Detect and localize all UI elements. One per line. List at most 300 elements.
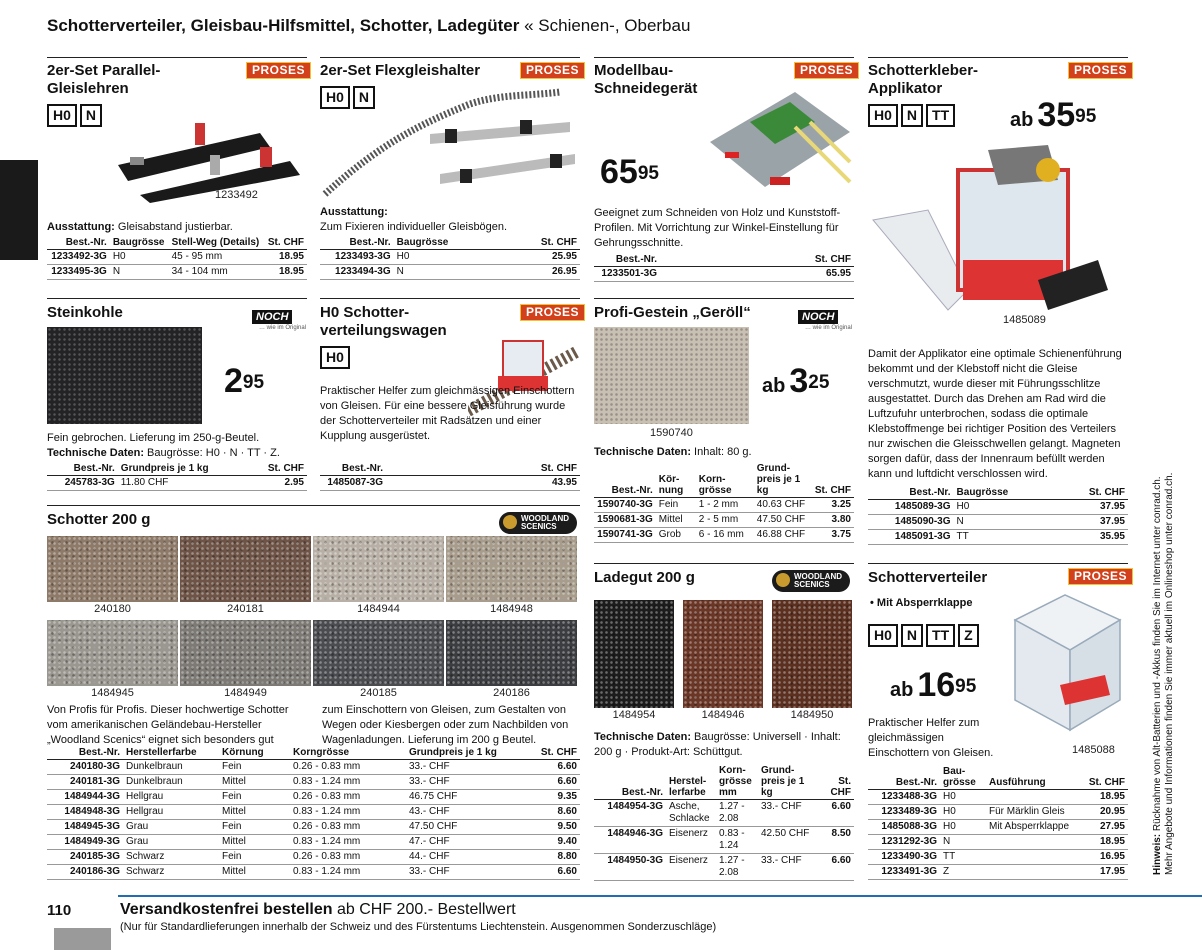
col-header: Bau-grösse — [940, 765, 986, 790]
p5-title: Steinkohle — [47, 304, 123, 321]
col-header: St. CHF — [1081, 765, 1128, 790]
cell: 1485089-3G — [868, 500, 954, 515]
cell: 47.- CHF — [406, 835, 526, 850]
price-main: 16 — [917, 666, 956, 704]
cell: 6.60 — [814, 800, 854, 827]
p1-title: 2er-Set Parallel-Gleislehren — [47, 62, 161, 97]
cell: 1233495-3G — [47, 265, 110, 280]
p5-desc — [47, 431, 307, 461]
table-row — [320, 250, 580, 265]
p10-table — [868, 765, 1128, 880]
swatch-art-number: 1484948 — [490, 603, 533, 615]
cell: 33.- CHF — [406, 775, 526, 790]
p4-title: Schotterkleber-Applikator — [868, 62, 979, 97]
col-header: Best.-Nr. — [868, 486, 954, 500]
cell: 46.75 CHF — [406, 790, 526, 805]
schneidegeraet-photo — [700, 82, 855, 202]
cell: 6 - 16 mm — [696, 528, 754, 543]
table-row — [868, 850, 1128, 865]
cell: 0.26 - 0.83 mm — [290, 790, 406, 805]
gauge-badge: N — [901, 624, 923, 647]
col-header: Best.-Nr. — [594, 764, 666, 800]
side-hint-text: Rücknahme von Alt-Batterien und -Akkus finden Sie im Internet unter conrad.ch. — [1152, 476, 1163, 834]
price-cents: 25 — [808, 372, 830, 393]
cell: H0 — [954, 500, 1070, 515]
cell: Grob — [656, 528, 696, 543]
p10-price — [890, 668, 976, 707]
noch-wordmark: NOCH — [798, 310, 838, 324]
price-cents: 95 — [955, 676, 977, 697]
p8-desc-left: Von Profis für Profis. Dieser hochwertige Schotter vom amerikanischen Geländebau-Hersteller „Woodland Scenics“ eignet sich besonders gut — [47, 704, 289, 746]
p6-gauges — [320, 346, 350, 369]
col-header: Best.-Nr. — [868, 765, 940, 790]
cell: 0.26 - 0.83 mm — [290, 760, 406, 775]
material-swatch — [683, 600, 763, 708]
shipping-note: (Nur für Standardlieferungen innerhalb der Schweiz und des Fürstentums Liechtenstein. Ausgenommen Sonderzuschläge) — [120, 921, 717, 933]
p3-price — [600, 155, 659, 189]
panel-flexgleishalter — [320, 57, 580, 58]
cell: 1.27 - 2.08 — [716, 800, 758, 827]
proses-logo: PROSES — [520, 304, 585, 321]
p3-title: Modellbau-Schneidegerät — [594, 62, 698, 97]
p7-art: 1590740 — [650, 427, 693, 439]
gauge-badge: N — [901, 104, 923, 127]
cell: Hellgrau — [123, 790, 219, 805]
cell — [986, 790, 1081, 805]
price-main: 35 — [1037, 96, 1076, 134]
cell: 65.95 — [660, 267, 854, 282]
cell: 240186-3G — [47, 865, 123, 880]
col-header: Grundpreis je 1 kg — [118, 462, 254, 476]
cell: Mittel — [219, 865, 290, 880]
steinkohle-swatch — [47, 327, 202, 424]
cell: 3.80 — [812, 513, 854, 528]
cell: 45 - 95 mm — [169, 250, 264, 265]
p7-desc-label: Technische Daten: — [594, 446, 691, 458]
cell: 0.83 - 1.24 mm — [290, 805, 406, 820]
swatch-art-number: 240185 — [360, 687, 397, 699]
cell: 3.25 — [812, 498, 854, 513]
cell: 6.60 — [526, 775, 580, 790]
panel-schotterkleber — [868, 57, 1128, 58]
cell: 16.95 — [1081, 850, 1128, 865]
panel-steinkohle — [47, 298, 307, 299]
cell — [986, 850, 1081, 865]
p1-desc-label: Ausstattung: — [47, 221, 115, 233]
p9-desc — [594, 730, 854, 760]
proses-logo: PROSES — [794, 62, 859, 79]
p7-desc — [594, 445, 854, 460]
cell: 0.26 - 0.83 mm — [290, 820, 406, 835]
table-row — [868, 530, 1128, 545]
price-cents: 95 — [242, 372, 265, 393]
col-header: Kör-nung — [656, 462, 696, 498]
panel-schotterverteiler — [868, 563, 1128, 564]
col-header: Grund-preis je 1 kg — [754, 462, 812, 498]
col-header: Baugrösse — [110, 236, 169, 250]
p9-title: Ladegut 200 g — [594, 569, 695, 586]
cell: 25.95 — [530, 250, 580, 265]
cell: Grau — [123, 820, 219, 835]
p6-title: H0 Schotter-verteilungswagen — [320, 304, 447, 339]
cell: 1485087-3G — [320, 476, 386, 491]
gauge-badge: N — [353, 86, 375, 109]
noch-wordmark: NOCH — [252, 310, 292, 324]
p4-gauges — [868, 104, 955, 127]
cell: 33.- CHF — [758, 800, 814, 827]
page-title — [47, 16, 690, 36]
noch-logo — [798, 307, 852, 331]
cell: 1233501-3G — [594, 267, 660, 282]
p7-price — [762, 364, 829, 403]
table-row — [47, 476, 307, 491]
price-cents: 95 — [637, 163, 659, 184]
cell: 1233489-3G — [868, 805, 940, 820]
proses-logo: PROSES — [1068, 568, 1133, 585]
noch-logo — [252, 307, 306, 331]
p8-desc-right: zum Einschottern von Gleisen, zum Gestalten von Wegen oder Kiesbergen oder zum Nachbilden von Wagenladungen. Lieferung im 200 g Beutel. — [322, 704, 569, 746]
cell: 2 - 5 mm — [696, 513, 754, 528]
cell: TT — [954, 530, 1070, 545]
cell: Fein — [656, 498, 696, 513]
swatch-art-number: 240186 — [493, 687, 530, 699]
col-header: St. CHF — [660, 253, 854, 267]
cell: 9.50 — [526, 820, 580, 835]
cell: 0.83 - 1.24 mm — [290, 835, 406, 850]
col-header: Ausführung — [986, 765, 1081, 790]
material-swatch — [180, 536, 311, 602]
cell: 35.95 — [1070, 530, 1128, 545]
proses-logo: PROSES — [520, 62, 585, 79]
table-row — [594, 800, 854, 827]
col-header: St. CHF — [1070, 486, 1128, 500]
cell: Schwarz — [123, 850, 219, 865]
cell: 9.40 — [526, 835, 580, 850]
swatch-art-number: 1484945 — [91, 687, 134, 699]
panel-profi-gestein — [594, 298, 854, 299]
p1-art: 1233492 — [215, 189, 258, 201]
cell: 8.80 — [526, 850, 580, 865]
footer-rule — [118, 895, 1202, 897]
cell: 1590740-3G — [594, 498, 656, 513]
applikator-photo — [868, 140, 1128, 340]
p10-gauges — [868, 624, 979, 647]
cell: 6.60 — [814, 854, 854, 881]
col-header: St. CHF — [386, 462, 580, 476]
proses-logo: PROSES — [1068, 62, 1133, 79]
cell: Grau — [123, 835, 219, 850]
col-header: Baugrösse — [954, 486, 1070, 500]
side-line2: Mehr Angebote und Informationen finden Sie immer aktuell im Onlineshop unter conrad.ch. — [1164, 472, 1175, 875]
p1-desc — [47, 220, 307, 235]
material-swatch — [313, 620, 444, 686]
cell: Hellgrau — [123, 805, 219, 820]
col-header: Baugrösse — [394, 236, 530, 250]
side-hint-label: Hinweis: — [1152, 833, 1163, 875]
col-header: Korn-grösse mm — [716, 764, 758, 800]
cell: N — [940, 835, 986, 850]
p5-price — [224, 364, 264, 398]
table-row — [868, 515, 1128, 530]
noch-tagline: … wie im Original — [804, 325, 852, 331]
col-header: Best.-Nr. — [594, 253, 660, 267]
table-row — [594, 267, 854, 282]
p1-desc-text: Gleisabstand justierbar. — [114, 221, 233, 233]
price-ab: ab — [1010, 109, 1034, 131]
table-row — [47, 265, 307, 280]
woodland-logo: WOODLAND SCENICS — [772, 570, 850, 592]
col-header: Stell-Weg (Details) — [169, 236, 264, 250]
cell: 240185-3G — [47, 850, 123, 865]
table-row — [868, 835, 1128, 850]
table-row — [47, 790, 580, 805]
table-row — [868, 820, 1128, 835]
panel-schneidegeraet — [594, 57, 854, 58]
cell — [986, 865, 1081, 880]
cell: 1.27 - 2.08 — [716, 854, 758, 881]
material-swatch — [772, 600, 852, 708]
cell: 0.83 - 1.24 — [716, 827, 758, 854]
cell: 1484948-3G — [47, 805, 123, 820]
material-swatch — [47, 620, 178, 686]
woodland-logo: WOODLAND SCENICS — [499, 512, 577, 534]
cell: 33.- CHF — [758, 854, 814, 881]
p9-table — [594, 764, 854, 881]
cell: 44.- CHF — [406, 850, 526, 865]
cell: 1485091-3G — [868, 530, 954, 545]
cell: Für Märklin Gleis — [986, 805, 1081, 820]
table-row — [47, 835, 580, 850]
title-main: Schotterverteiler, Gleisbau-Hilfsmittel, Schotter, Ladegüter — [47, 16, 520, 35]
cell: 8.60 — [526, 805, 580, 820]
cell: 1484946-3G — [594, 827, 666, 854]
p10-desc: Praktischer Helfer zum gleichmässigen Einschottern von Gleisen. — [868, 717, 994, 759]
cell: N — [110, 265, 169, 280]
gleislehren-photo — [110, 95, 306, 205]
table-row — [594, 528, 854, 543]
table-row — [594, 854, 854, 881]
shipping-banner — [120, 901, 516, 919]
noch-tagline: … wie im Original — [258, 325, 306, 331]
cell: N — [954, 515, 1070, 530]
gauge-badge: H0 — [47, 104, 77, 127]
cell: 1233493-3G — [320, 250, 394, 265]
table-row — [47, 775, 580, 790]
col-header: Körnung — [219, 746, 290, 760]
cell: 245783-3G — [47, 476, 118, 491]
cell: Mittel — [656, 513, 696, 528]
material-swatch — [446, 536, 577, 602]
cell: 2.95 — [254, 476, 307, 491]
cell: 11.80 CHF — [118, 476, 254, 491]
cell: 27.95 — [1081, 820, 1128, 835]
cell: 42.50 CHF — [758, 827, 814, 854]
cell: H0 — [394, 250, 530, 265]
cell: H0 — [940, 790, 986, 805]
table-row — [868, 865, 1128, 880]
page-number: 110 — [47, 902, 72, 919]
p3-table — [594, 253, 854, 282]
proses-logo: PROSES — [246, 62, 311, 79]
material-swatch — [180, 620, 311, 686]
cell: 18.95 — [1081, 790, 1128, 805]
cell: Fein — [219, 760, 290, 775]
col-header: Herstel-lerfarbe — [666, 764, 716, 800]
cell: 6.60 — [526, 760, 580, 775]
p10-bullet: • Mit Absperrklappe — [870, 597, 973, 609]
p4-art: 1485089 — [1003, 314, 1046, 326]
cell: 20.95 — [1081, 805, 1128, 820]
table-row — [47, 760, 580, 775]
cell: 47.50 CHF — [406, 820, 526, 835]
p6-table — [320, 462, 580, 491]
table-row — [47, 850, 580, 865]
col-header: Best.-Nr. — [47, 462, 118, 476]
col-header: Best.-Nr. — [320, 462, 386, 476]
p5-desc-text: Fein gebrochen. Lieferung im 250-g-Beutel. — [47, 432, 260, 444]
cell: 1233494-3G — [320, 265, 394, 280]
gauge-badge: TT — [926, 104, 955, 127]
material-swatch — [313, 536, 444, 602]
p1-table — [47, 236, 307, 280]
panel-ladegut — [594, 563, 854, 564]
col-header: St. CHF — [814, 764, 854, 800]
cell: Z — [940, 865, 986, 880]
cell: 1233491-3G — [868, 865, 940, 880]
gauge-badge: TT — [926, 624, 955, 647]
p7-table — [594, 462, 854, 543]
cell: Eisenerz — [666, 854, 716, 881]
panel-schotter-200 — [47, 505, 580, 506]
table-row — [47, 865, 580, 880]
cell: 43.95 — [386, 476, 580, 491]
flexgleishalter-photo — [320, 84, 580, 204]
cell: 43.- CHF — [406, 805, 526, 820]
swatch-art-number: 1484954 — [612, 709, 656, 721]
swatch-art-number: 240180 — [94, 603, 131, 615]
cell: 37.95 — [1070, 500, 1128, 515]
price-cents: 95 — [1075, 106, 1097, 127]
footer-tab-marker — [54, 928, 111, 950]
cell: 1484945-3G — [47, 820, 123, 835]
cell: 37.95 — [1070, 515, 1128, 530]
cell: Dunkelbraun — [123, 775, 219, 790]
table-row — [868, 805, 1128, 820]
cell: 240180-3G — [47, 760, 123, 775]
p8-title: Schotter 200 g — [47, 511, 151, 528]
gauge-badge: H0 — [868, 624, 898, 647]
cell: 1233490-3G — [868, 850, 940, 865]
table-row — [47, 250, 307, 265]
cell: 26.95 — [530, 265, 580, 280]
p9-desc-text: Baugrösse: Universell · Inhalt: 200 g · Produkt-Art: Schüttgut. — [594, 731, 841, 758]
cell: TT — [940, 850, 986, 865]
cell: 33.- CHF — [406, 760, 526, 775]
col-header: Grundpreis je 1 kg — [406, 746, 526, 760]
cell: H0 — [940, 805, 986, 820]
p2-table — [320, 236, 580, 280]
table-row — [594, 827, 854, 854]
gauge-badge: Z — [958, 624, 979, 647]
price-main: 65 — [600, 153, 638, 191]
cell: 1485088-3G — [868, 820, 940, 835]
cell: H0 — [110, 250, 169, 265]
panel-parallel-gleislehren — [47, 57, 307, 58]
cell: N — [394, 265, 530, 280]
cell: Mit Absperrklappe — [986, 820, 1081, 835]
table-row — [594, 498, 854, 513]
cell: Mittel — [219, 805, 290, 820]
col-header: St. CHF — [264, 236, 307, 250]
col-header: Korngrösse — [290, 746, 406, 760]
section-tab-marker — [0, 160, 38, 260]
cell: 1590741-3G — [594, 528, 656, 543]
price-ab: ab — [890, 679, 914, 701]
p1-gauges — [47, 104, 102, 127]
material-swatch — [47, 536, 178, 602]
cell: 34 - 104 mm — [169, 265, 264, 280]
shipping-bold: Versandkostenfrei bestellen — [120, 901, 333, 918]
cell: Mittel — [219, 835, 290, 850]
p10-art: 1485088 — [1072, 744, 1115, 756]
p7-title: Profi-Gestein „Geröll“ — [594, 304, 751, 321]
col-header: Best.-Nr. — [320, 236, 394, 250]
p8-table — [47, 746, 580, 880]
cell: Dunkelbraun — [123, 760, 219, 775]
table-row — [320, 265, 580, 280]
p8-table-body — [47, 760, 580, 880]
col-header: Herstellerfarbe — [123, 746, 219, 760]
p6-desc: Praktischer Helfer zum gleichmässigen Einschottern von Gleisen. Für eine bessere Gleisführung wurde der Schotterverteiler mit Radsätzen und einer Kupplung ausgerüstet. — [320, 385, 575, 442]
p2-desc — [320, 205, 580, 235]
p3-desc: Geeignet zum Schneiden von Holz und Kunststoff-Profilen. Mit Vorrichtung zur Winkel-Einstellung für Gehrungsschnitte. — [594, 207, 841, 249]
gauge-badge: H0 — [868, 104, 898, 127]
col-header: Best.-Nr. — [47, 236, 110, 250]
cell: Mittel — [219, 775, 290, 790]
p4-table — [868, 486, 1128, 545]
cell: 8.50 — [814, 827, 854, 854]
table-row — [868, 500, 1128, 515]
p5-table — [47, 462, 307, 491]
gauge-badge: H0 — [320, 346, 350, 369]
cell: 18.95 — [264, 265, 307, 280]
cell: 18.95 — [1081, 835, 1128, 850]
table-row — [320, 476, 580, 491]
price-ab: ab — [762, 375, 786, 397]
cell: 6.60 — [526, 865, 580, 880]
p10-table-body — [868, 790, 1128, 880]
cell: 40.63 CHF — [754, 498, 812, 513]
schotterverteiler-photo — [1005, 590, 1128, 740]
table-row — [47, 820, 580, 835]
p4-desc: Damit der Applikator eine optimale Schienenführung bekommt und der Klebstoff nicht die Gleise verschmutzt, wurde dieser mit Führungsschlitze ausgestattet. Durch das Drehen am Rad wird die Luftzufuhr unterbrochen, sodass die optimale Klebstoffmenge bei richtiger Position des Verteilers nur zwischen die Gleisschwellen gelangt. Magneten sorgen dafür, dass der Innenraum befüllt werden kann und luftdicht verschlossen wird. — [868, 348, 1122, 480]
cell: 1484949-3G — [47, 835, 123, 850]
material-swatch — [594, 600, 674, 708]
p7-desc-text: Inhalt: 80 g. — [691, 446, 752, 458]
cell: 1485090-3G — [868, 515, 954, 530]
swatch-art-number: 1484946 — [701, 709, 745, 721]
cell: 1590681-3G — [594, 513, 656, 528]
p9-table-body — [594, 800, 854, 881]
p2-desc-text: Zum Fixieren individueller Gleisbögen. — [320, 221, 508, 233]
cell: Eisenerz — [666, 827, 716, 854]
gauge-badge: H0 — [320, 86, 350, 109]
col-header: St. CHF — [526, 746, 580, 760]
table-row — [47, 805, 580, 820]
cell: Fein — [219, 790, 290, 805]
cell: Asche, Schlacke — [666, 800, 716, 827]
cell: 3.75 — [812, 528, 854, 543]
